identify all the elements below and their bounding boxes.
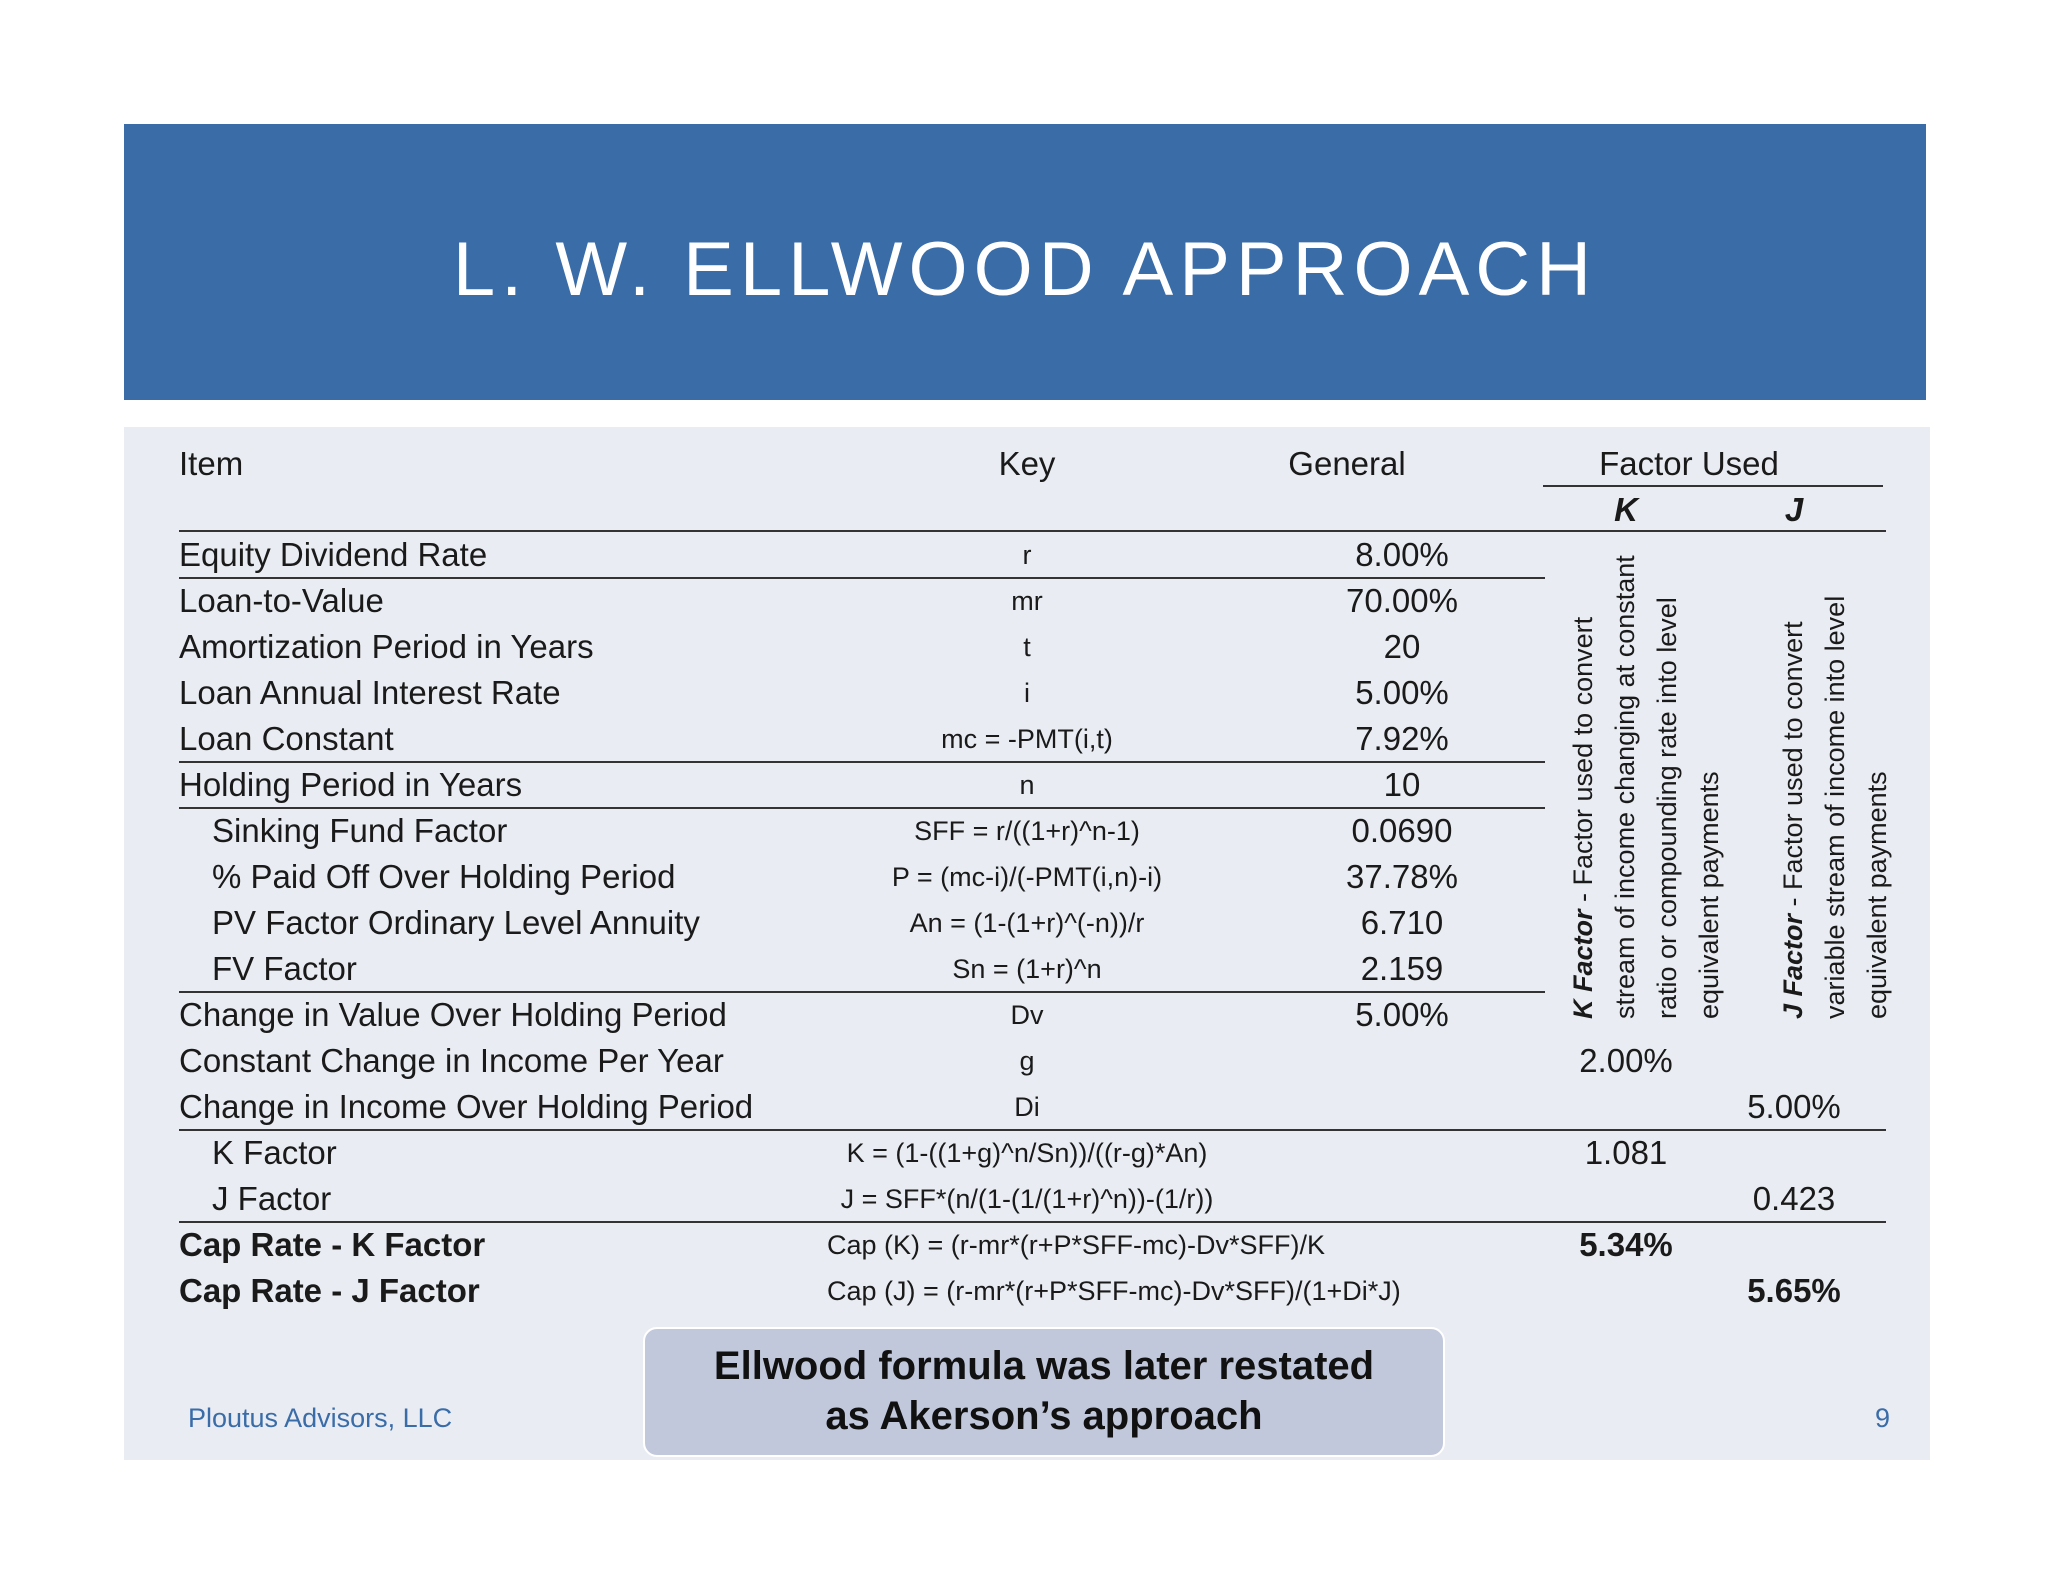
table-row — [179, 1130, 1886, 1176]
row-item: Cap Rate - J Factor — [179, 1272, 480, 1309]
row-general: 0.0690 — [1351, 812, 1453, 849]
row-general: 5.00% — [1355, 674, 1449, 711]
k-factor-note-text: - Factor used to convert stream of income changing at constant ratio or compounding rate into level equivalent payments — [1568, 555, 1724, 1019]
row-item: K Factor — [212, 1134, 337, 1171]
row-k-value: 1.081 — [1584, 1134, 1668, 1171]
row-item: Loan Constant — [179, 720, 394, 757]
table-row — [179, 1084, 1886, 1130]
title-banner — [124, 124, 1926, 400]
header-j: J — [1784, 491, 1804, 528]
row-key: K = (1-((1+g)^n/Sn))/((r-g)*An) — [846, 1138, 1208, 1168]
row-key: r — [1022, 540, 1032, 570]
table-row — [179, 1268, 1886, 1314]
page-number: 9 — [1874, 1403, 1890, 1433]
row-item: Change in Income Over Holding Period — [179, 1088, 754, 1125]
company-footer: Ploutus Advisors, LLC — [188, 1403, 453, 1433]
row-key: mr — [1011, 586, 1043, 616]
row-key: J = SFF*(n/(1-(1/(1+r)^n))-(1/r)) — [840, 1184, 1214, 1214]
k-factor-note-label: K Factor — [1568, 909, 1598, 1019]
row-item: Loan Annual Interest Rate — [179, 674, 561, 711]
j-factor-note-text: - Factor used to convert variable stream of income into level equivalent payments — [1778, 595, 1892, 1019]
ellwood-table-panel — [124, 427, 1930, 1460]
row-general: 37.78% — [1346, 858, 1458, 895]
row-item: Cap Rate - K Factor — [179, 1226, 486, 1263]
row-key: mc = -PMT(i,t) — [941, 724, 1113, 754]
row-general: 2.159 — [1360, 950, 1444, 987]
row-key: i — [1024, 678, 1030, 708]
row-key: t — [1023, 632, 1031, 662]
slide-title: L. W. ELLWOOD APPROACH — [452, 227, 1598, 312]
row-key: Sn = (1+r)^n — [952, 954, 1102, 984]
row-general: 8.00% — [1355, 536, 1449, 573]
row-key: An = (1-(1+r)^(-n))/r — [909, 908, 1145, 938]
row-key: Cap (K) = (r-mr*(r+P*SFF-mc)-Dv*SFF)/K — [827, 1230, 1325, 1260]
row-key: Cap (J) = (r-mr*(r+P*SFF-mc)-Dv*SFF)/(1+Di*J) — [827, 1276, 1401, 1306]
row-key: P = (mc-i)/(-PMT(i,n)-i) — [891, 862, 1163, 892]
row-general: 5.00% — [1355, 996, 1449, 1033]
header-key: Key — [998, 445, 1056, 482]
row-item: Constant Change in Income Per Year — [179, 1042, 724, 1079]
row-j-value: 5.00% — [1747, 1088, 1841, 1125]
header-factor-used: Factor Used — [1599, 445, 1779, 482]
row-key: g — [1019, 1046, 1035, 1076]
row-item: Loan-to-Value — [179, 582, 384, 619]
row-item: Change in Value Over Holding Period — [179, 996, 727, 1033]
callout-line-2: as Akerson’s approach — [825, 1394, 1263, 1438]
row-item: Holding Period in Years — [179, 766, 523, 803]
row-item: PV Factor Ordinary Level Annuity — [212, 904, 700, 941]
row-item: Sinking Fund Factor — [212, 812, 508, 849]
row-item: Equity Dividend Rate — [179, 536, 488, 573]
table-row — [179, 1038, 1886, 1084]
table-row — [179, 1222, 1886, 1268]
row-general: 7.92% — [1355, 720, 1449, 757]
restated-callout — [643, 1327, 1445, 1457]
row-general: 10 — [1383, 766, 1421, 803]
j-factor-note-label: J Factor — [1778, 913, 1808, 1019]
row-item: FV Factor — [212, 950, 357, 987]
row-key: Dv — [1010, 1000, 1044, 1030]
row-j-value: 0.423 — [1752, 1180, 1836, 1217]
j-factor-note — [1772, 539, 1892, 1019]
row-key: Di — [1014, 1092, 1040, 1122]
row-item: Amortization Period in Years — [179, 628, 594, 665]
header-k: K — [1614, 491, 1638, 528]
callout-line-1: Ellwood formula was later restated — [713, 1344, 1375, 1388]
k-factor-note — [1562, 539, 1724, 1019]
row-general: 20 — [1383, 628, 1421, 665]
row-k-value: 5.34% — [1579, 1226, 1673, 1263]
row-item: J Factor — [212, 1180, 332, 1217]
row-item: % Paid Off Over Holding Period — [212, 858, 676, 895]
row-j-value: 5.65% — [1747, 1272, 1841, 1309]
row-key: n — [1019, 770, 1035, 800]
table-row — [179, 1176, 1886, 1222]
row-general: 6.710 — [1360, 904, 1444, 941]
header-item: Item — [179, 445, 244, 482]
row-k-value: 2.00% — [1579, 1042, 1673, 1079]
header-general: General — [1288, 445, 1406, 482]
row-key: SFF = r/((1+r)^n-1) — [914, 816, 1140, 846]
row-general: 70.00% — [1346, 582, 1458, 619]
